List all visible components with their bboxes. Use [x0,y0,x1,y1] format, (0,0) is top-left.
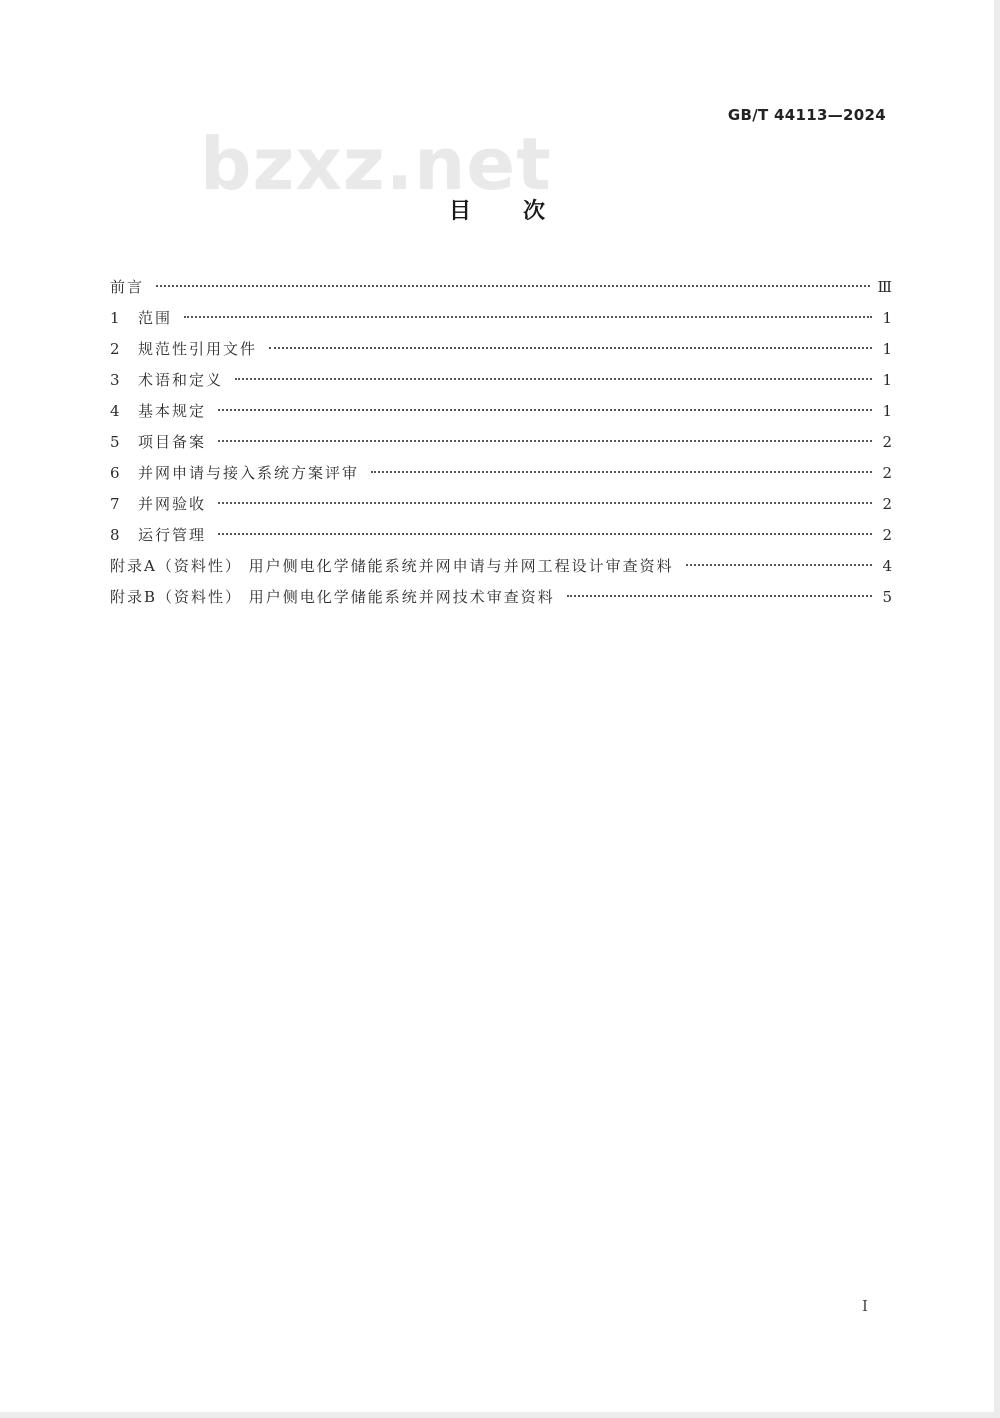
toc-page-number: 1 [882,340,892,358]
toc-entry-label: 附录B（资料性） 用户侧电化学储能系统并网技术审查资料 [110,588,555,606]
toc-entry-6[interactable] [110,462,892,493]
toc-page-number: 1 [882,371,892,389]
toc-leader-dots [218,409,872,411]
toc-page-number: 4 [882,557,892,575]
toc-entry-label: 前言 [110,278,145,296]
toc-entry-label: 基本规定 [138,402,207,420]
toc-leader-dots [371,471,872,473]
toc-entry-label: 术语和定义 [138,371,224,389]
toc-entry-label: 并网申请与接入系统方案评审 [138,464,360,482]
toc-entry-4[interactable] [110,400,892,431]
toc-entry-label: 项目备案 [138,433,207,451]
toc-leader-dots [184,316,872,318]
page-number: I [862,1297,868,1315]
toc-entry-preface[interactable] [110,276,892,307]
toc-leader-dots [686,564,872,566]
toc-entry-label: 并网验收 [138,495,207,513]
toc-entry-number: 7 [110,495,120,513]
toc-leader-dots [567,595,872,597]
toc-entry-appendix-a[interactable] [110,555,892,586]
toc-page-number: Ⅲ [877,278,892,296]
toc-entry-number: 5 [110,433,120,451]
toc-leader-dots [235,378,872,380]
toc-entry-7[interactable] [110,493,892,524]
toc-entry-label: 附录A（资料性） 用户侧电化学储能系统并网申请与并网工程设计审查资料 [110,557,674,575]
toc-leader-dots [269,347,872,349]
toc-page-number: 2 [882,526,892,544]
toc-entry-1[interactable] [110,307,892,338]
toc-leader-dots [156,285,870,287]
toc-entry-label: 运行管理 [138,526,207,544]
toc-page-number: 2 [882,433,892,451]
toc-entry-appendix-b[interactable] [110,586,892,617]
toc-page-number: 2 [882,495,892,513]
toc-entry-3[interactable] [110,369,892,400]
toc-title: 目次 [448,199,597,224]
watermark-logo: bzxz.net [200,122,552,206]
toc-leader-dots [218,533,872,535]
toc-leader-dots [218,502,872,504]
table-of-contents [110,276,892,617]
toc-entry-number: 2 [110,340,120,358]
toc-entry-number: 4 [110,402,120,420]
toc-entry-label: 范围 [138,309,173,327]
toc-page-number: 2 [882,464,892,482]
toc-page-number: 1 [882,309,892,327]
standard-code: GB/T 44113—2024 [727,106,886,124]
toc-entry-8[interactable] [110,524,892,555]
toc-entry-label: 规范性引用文件 [138,340,258,358]
toc-page-number: 1 [882,402,892,420]
toc-entry-5[interactable] [110,431,892,462]
toc-page-number: 5 [882,588,892,606]
toc-leader-dots [218,440,872,442]
toc-entry-2[interactable] [110,338,892,369]
toc-entry-number: 6 [110,464,120,482]
toc-entry-number: 3 [110,371,120,389]
toc-entry-number: 8 [110,526,120,544]
toc-entry-number: 1 [110,309,120,327]
